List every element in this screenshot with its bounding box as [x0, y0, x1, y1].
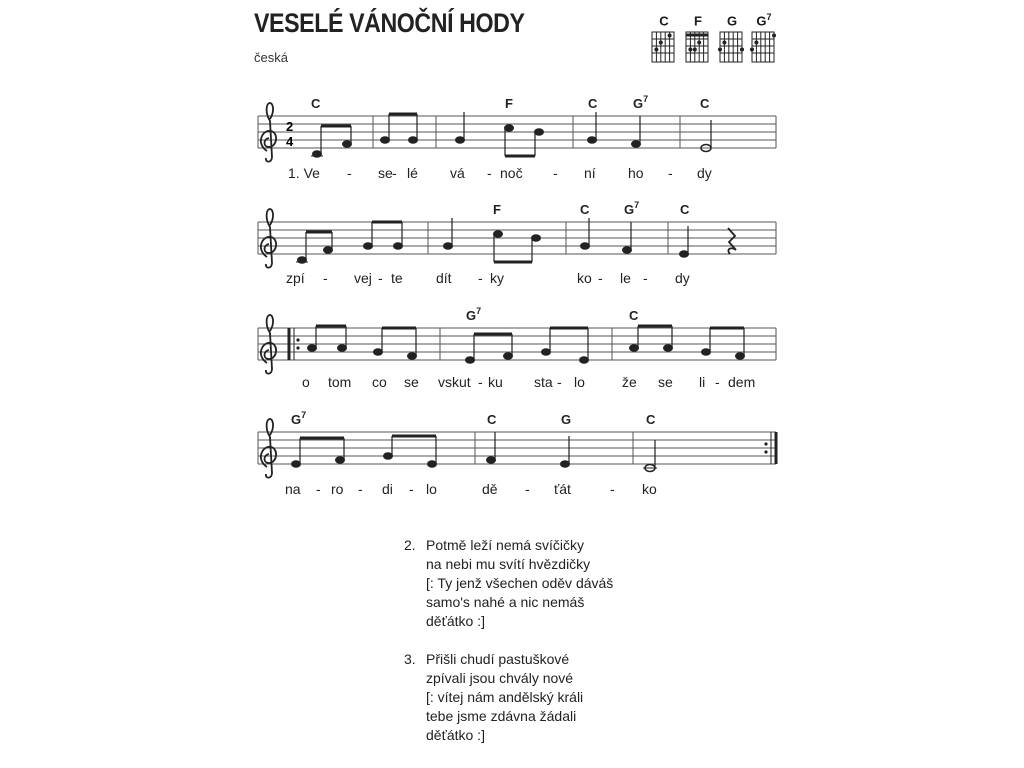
- lyric-syllable: ko: [642, 481, 657, 497]
- chord-symbol: C: [680, 202, 690, 217]
- verse-line: děťátko :]: [426, 613, 485, 629]
- lyric-syllable: -: [478, 270, 483, 286]
- staff-4: [258, 419, 776, 478]
- song-origin: česká: [254, 50, 288, 65]
- lyric-syllable: ro: [331, 481, 344, 497]
- lyric-syllable: se: [404, 374, 419, 390]
- lyric-syllable: lo: [574, 374, 585, 390]
- lyric-syllable: -: [347, 165, 352, 181]
- lyric-syllable: se: [658, 374, 673, 390]
- verse-number: 3.: [404, 651, 416, 667]
- chord-symbol: $G^7$: [291, 410, 307, 427]
- staff-2: [258, 209, 776, 268]
- lyric-syllable: 1. Ve: [288, 165, 320, 181]
- chord-symbol: C: [700, 96, 710, 111]
- lyric-syllable: -: [409, 481, 414, 497]
- quarter-rest-icon: [728, 228, 736, 254]
- chord-symbol: $G^7$: [466, 306, 482, 323]
- verse-line: děťátko :]: [426, 727, 485, 743]
- chord-diagram-name: C: [659, 13, 669, 29]
- lyric-syllable: -: [487, 165, 492, 181]
- lyric-syllable: -: [598, 270, 603, 286]
- song-title: VESELÉ VÁNOČNÍ HODY: [254, 8, 525, 38]
- lyric-syllable: -: [358, 481, 363, 497]
- lyric-syllable: že: [622, 374, 637, 390]
- chord-diagram-name: $G^7$: [756, 12, 772, 29]
- lyric-syllable: dě: [482, 481, 498, 497]
- chord-symbol: F: [505, 96, 513, 111]
- lyric-syllable: o: [302, 374, 310, 390]
- chord-diagram-name: F: [694, 13, 702, 29]
- lyric-syllable: -: [610, 481, 615, 497]
- lyric-syllable: -: [392, 165, 397, 181]
- lyrics-line-3: [302, 374, 755, 390]
- lyric-syllable: vskut: [438, 374, 471, 390]
- lyric-syllable: ky: [490, 270, 504, 286]
- lyric-syllable: -: [378, 270, 383, 286]
- time-signature-bottom: 4: [286, 134, 294, 149]
- verse: [404, 650, 613, 745]
- lyric-syllable: ku: [488, 374, 503, 390]
- verse-line: tebe jsme zdávna žádali: [426, 708, 577, 724]
- lyric-syllable: noč: [500, 165, 523, 181]
- lyric-syllable: tom: [328, 374, 352, 390]
- lyrics-line-1: [288, 165, 712, 181]
- lyric-syllable: dy: [675, 270, 690, 286]
- chord-symbol: C: [580, 202, 590, 217]
- chord-symbol: $G^7$: [633, 94, 649, 111]
- chord-symbol: F: [493, 202, 501, 217]
- verses-block: [404, 536, 613, 764]
- lyric-syllable: vej: [354, 270, 372, 286]
- lyric-syllable: -: [557, 374, 562, 390]
- lyric-syllable: co: [372, 374, 387, 390]
- chord-symbol: G: [561, 412, 572, 427]
- lyric-syllable: ho: [628, 165, 644, 181]
- chord-symbol: C: [588, 96, 598, 111]
- lyric-syllable: -: [553, 165, 558, 181]
- verse: [404, 536, 613, 631]
- verse-line: zpívali jsou chvály nové: [426, 670, 574, 686]
- lyric-syllable: -: [643, 270, 648, 286]
- lyric-syllable: lo: [426, 481, 437, 497]
- lyric-syllable: dem: [728, 374, 756, 390]
- lyric-syllable: ko: [577, 270, 592, 286]
- lyrics-line-2: [286, 270, 690, 286]
- lyric-syllable: -: [323, 270, 328, 286]
- lyric-syllable: le: [620, 270, 631, 286]
- verse-line: Přišli chudí pastuškové: [426, 651, 570, 667]
- lyric-syllable: vá: [450, 165, 465, 181]
- verse-number: 2.: [404, 537, 416, 553]
- verse-line: Potmě leží nemá svíčičky: [426, 537, 584, 553]
- staff-3: [258, 315, 776, 374]
- chord-symbol: C: [487, 412, 497, 427]
- time-signature-top: 2: [286, 119, 294, 134]
- chord-symbol: $G^7$: [624, 200, 640, 217]
- lyric-syllable: sta: [534, 374, 553, 390]
- lyric-syllable: -: [525, 481, 530, 497]
- lyric-syllable: -: [715, 374, 720, 390]
- verse-line: samo's nahé a nic nemáš: [426, 594, 585, 610]
- lyric-syllable: ťát: [554, 481, 571, 497]
- chord-symbol: C: [311, 96, 321, 111]
- lyric-syllable: na: [285, 481, 301, 497]
- verse-line: [: vítej nám andělský králi: [426, 689, 584, 705]
- lyrics-line-4: [285, 481, 657, 497]
- staff-1: [258, 103, 776, 162]
- chord-symbol: C: [629, 308, 639, 323]
- lyric-syllable: -: [478, 374, 483, 390]
- lyric-syllable: te: [391, 270, 403, 286]
- lyric-syllable: -: [668, 165, 673, 181]
- verse-line: [: Ty jenž všechen oděv dáváš: [426, 575, 614, 591]
- lyric-syllable: se: [378, 165, 393, 181]
- lyric-syllable: -: [316, 481, 321, 497]
- lyric-syllable: dít: [436, 270, 452, 286]
- lyric-syllable: lé: [407, 165, 418, 181]
- chord-diagram-name: G: [726, 13, 738, 29]
- lyric-syllable: dy: [697, 165, 712, 181]
- chord-symbol: C: [646, 412, 656, 427]
- lyric-syllable: di: [382, 481, 393, 497]
- lyric-syllable: li: [699, 374, 706, 390]
- lyric-syllable: ní: [584, 165, 596, 181]
- verse-line: na nebi mu svítí hvězdičky: [426, 556, 591, 572]
- lyric-syllable: zpí: [286, 270, 305, 286]
